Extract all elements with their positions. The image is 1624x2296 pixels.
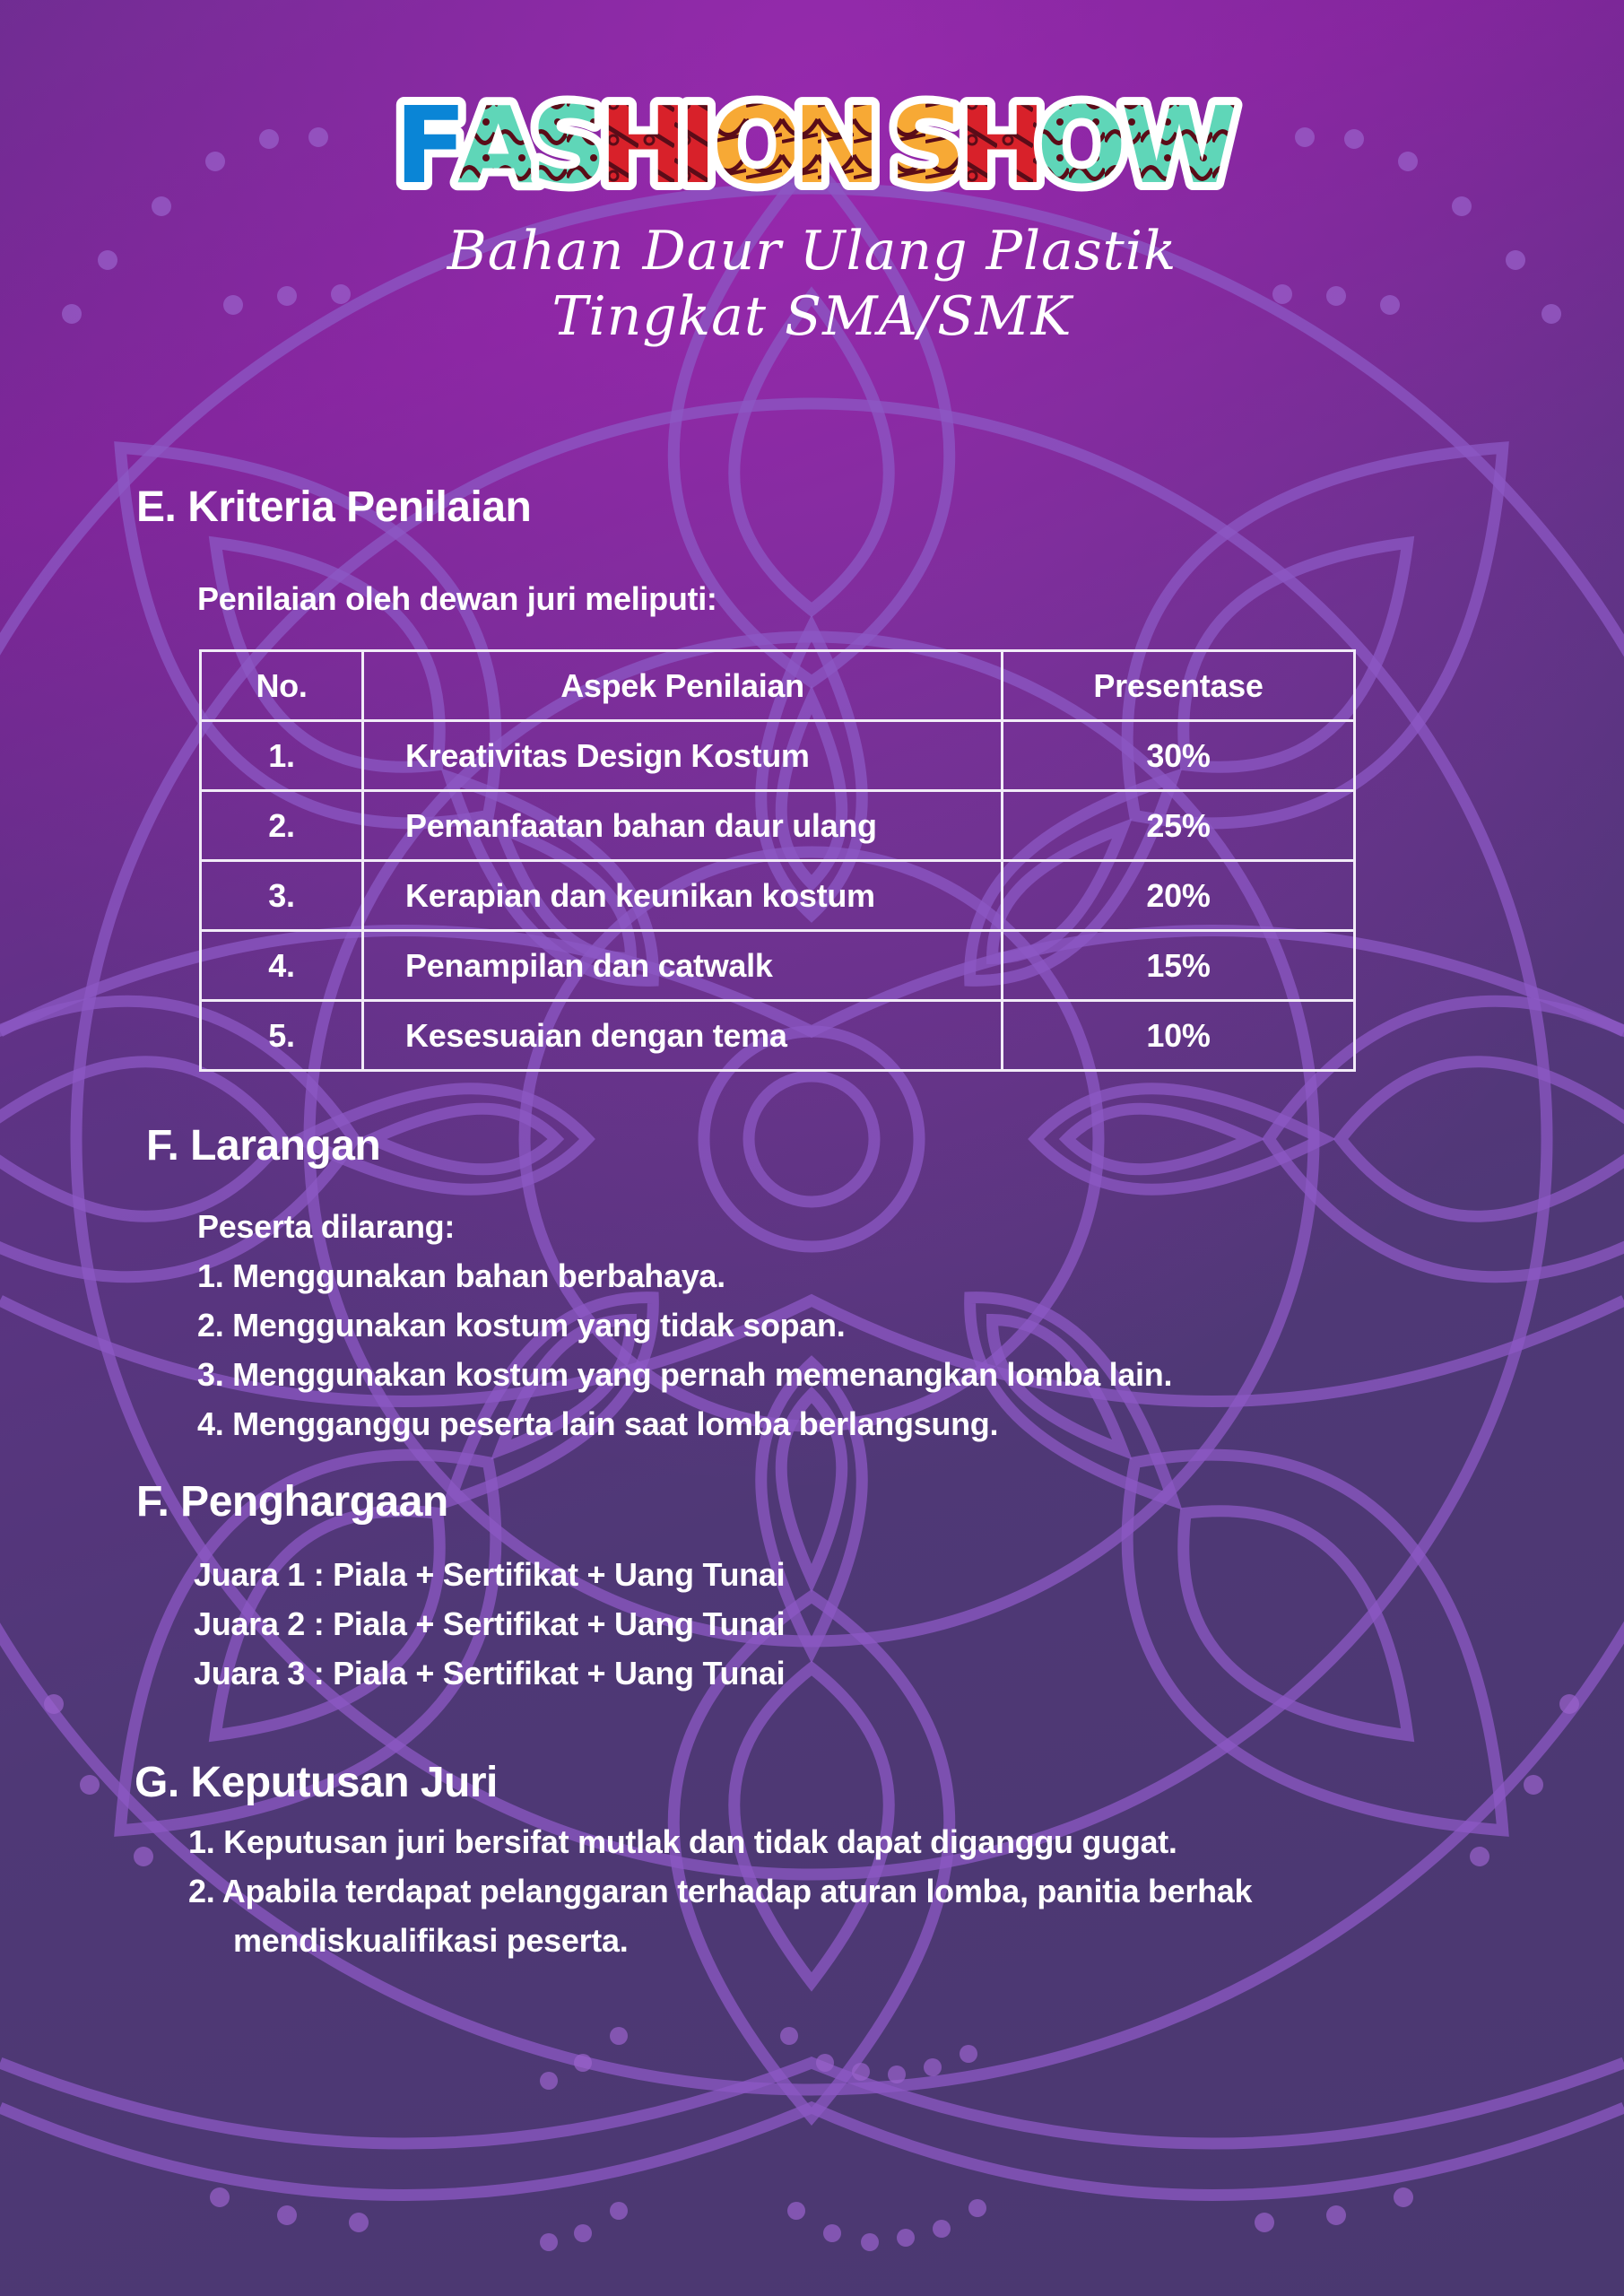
row-number: 4. — [201, 931, 363, 1001]
list-item: 1. Keputusan juri bersifat mutlak dan tidak dapat diganggu gugat. — [188, 1823, 1177, 1860]
column-header-percent: Presentase — [1003, 651, 1355, 721]
list-item: Juara 1 : Piala + Sertifikat + Uang Tunai — [194, 1556, 786, 1593]
row-aspect: Kesesuaian dengan tema — [363, 1001, 1003, 1071]
svg-text:S: S — [531, 83, 607, 196]
table-header-row — [201, 651, 1355, 721]
row-percent: 20% — [1003, 861, 1355, 931]
row-aspect: Pemanfaatan bahan daur ulang — [363, 791, 1003, 861]
subtitle-line-1: Bahan Daur Ulang Plastik — [447, 220, 1177, 283]
larangan-intro: Peserta dilarang: — [197, 1208, 456, 1245]
svg-text:W: W — [1121, 83, 1238, 196]
kriteria-intro: Penilaian oleh dewan juri meliputi: — [197, 580, 717, 617]
heading-larangan: F. Larangan — [146, 1122, 381, 1170]
fashion-show-logo — [387, 79, 1266, 196]
table-row — [201, 1001, 1355, 1071]
table-row — [201, 721, 1355, 791]
table-row — [201, 931, 1355, 1001]
list-item: Juara 3 : Piala + Sertifikat + Uang Tunai — [194, 1655, 786, 1692]
subtitle-line-2: Tingkat SMA/SMK — [551, 285, 1073, 348]
svg-text:O: O — [1037, 83, 1127, 196]
list-item: 2. Apabila terdapat pelanggaran terhadap aturan lomba, panitia berhak — [188, 1873, 1253, 1909]
svg-text:H: H — [958, 83, 1046, 196]
svg-text:F: F — [395, 83, 467, 196]
row-percent: 30% — [1003, 721, 1355, 791]
keputusan-list — [188, 1817, 1252, 1965]
svg-text:S: S — [890, 83, 966, 196]
row-aspect: Penampilan dan catwalk — [363, 931, 1003, 1001]
list-item-continuation: mendiskualifikasi peserta. — [233, 1922, 629, 1959]
heading-keputusan-juri: G. Keputusan Juri — [135, 1759, 498, 1806]
row-number: 3. — [201, 861, 363, 931]
list-item: 4. Mengganggu peserta lain saat lomba berlangsung. — [197, 1405, 999, 1442]
row-percent: 25% — [1003, 791, 1355, 861]
list-item: 2. Menggunakan kostum yang tidak sopan. — [197, 1307, 846, 1344]
penghargaan-list — [194, 1550, 785, 1698]
svg-text:A: A — [457, 83, 540, 196]
row-number: 2. — [201, 791, 363, 861]
list-item: Juara 2 : Piala + Sertifikat + Uang Tunai — [194, 1605, 786, 1642]
criteria-table — [199, 649, 1356, 1072]
table-row — [201, 861, 1355, 931]
heading-penghargaan: F. Penghargaan — [136, 1478, 448, 1526]
row-aspect: Kreativitas Design Kostum — [363, 721, 1003, 791]
list-item: 3. Menggunakan kostum yang pernah memenangkan lomba lain. — [197, 1356, 1173, 1393]
svg-text:I: I — [678, 83, 717, 196]
svg-text:H: H — [599, 83, 688, 196]
row-aspect: Kerapian dan keunikan kostum — [363, 861, 1003, 931]
larangan-list — [197, 1202, 1172, 1448]
column-header-no: No. — [201, 651, 363, 721]
svg-text:N: N — [793, 83, 881, 196]
column-header-aspect: Aspek Penilaian — [363, 651, 1003, 721]
list-item: 1. Menggunakan bahan berbahaya. — [197, 1257, 725, 1294]
svg-text:O: O — [712, 83, 803, 196]
row-number: 5. — [201, 1001, 363, 1071]
row-number: 1. — [201, 721, 363, 791]
heading-kriteria-penilaian: E. Kriteria Penilaian — [136, 483, 532, 531]
row-percent: 10% — [1003, 1001, 1355, 1071]
row-percent: 15% — [1003, 931, 1355, 1001]
table-row — [201, 791, 1355, 861]
